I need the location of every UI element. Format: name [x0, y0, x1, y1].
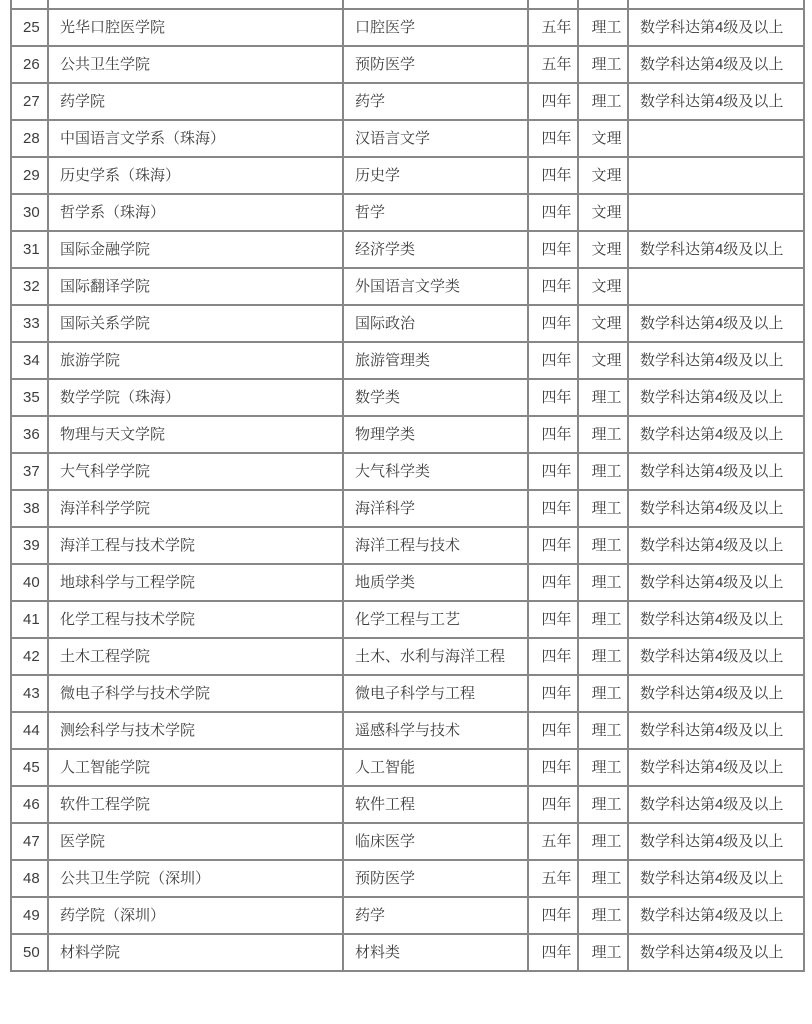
- cell-duration: 四年: [528, 638, 578, 675]
- table-row: [11, 83, 804, 120]
- cell-major-name: 地质学类: [343, 564, 528, 601]
- table-row: [11, 46, 804, 83]
- cell-major-name: 临床医学: [343, 823, 528, 860]
- cell-category: 理工: [578, 860, 628, 897]
- cell-category: 理工: [578, 9, 628, 46]
- cell-duration: 五年: [528, 9, 578, 46]
- cell-row-number: 36: [11, 416, 48, 453]
- cell-college-name: 微电子科学与技术学院: [48, 675, 343, 712]
- cell-duration: 五年: [528, 46, 578, 83]
- cutoff-cell: [343, 0, 528, 9]
- cell-category: 理工: [578, 379, 628, 416]
- cell-major-name: 遥感科学与技术: [343, 712, 528, 749]
- cell-row-number: 42: [11, 638, 48, 675]
- cell-row-number: 26: [11, 46, 48, 83]
- cell-requirement: 数学科达第4级及以上: [628, 9, 804, 46]
- cell-category: 理工: [578, 83, 628, 120]
- table-row: [11, 379, 804, 416]
- cell-college-name: 测绘科学与技术学院: [48, 712, 343, 749]
- cell-major-name: 化学工程与工艺: [343, 601, 528, 638]
- table-row: [11, 749, 804, 786]
- table-row: [11, 860, 804, 897]
- cell-requirement: 数学科达第4级及以上: [628, 46, 804, 83]
- cell-college-name: 大气科学学院: [48, 453, 343, 490]
- cell-requirement: 数学科达第4级及以上: [628, 490, 804, 527]
- cell-major-name: 人工智能: [343, 749, 528, 786]
- cell-row-number: 39: [11, 527, 48, 564]
- cell-row-number: 28: [11, 120, 48, 157]
- cell-duration: 四年: [528, 305, 578, 342]
- cell-duration: 四年: [528, 675, 578, 712]
- cell-row-number: 43: [11, 675, 48, 712]
- cell-requirement: 数学科达第4级及以上: [628, 83, 804, 120]
- cell-row-number: 34: [11, 342, 48, 379]
- cell-row-number: 35: [11, 379, 48, 416]
- cell-college-name: 化学工程与技术学院: [48, 601, 343, 638]
- cell-requirement: 数学科达第4级及以上: [628, 416, 804, 453]
- cell-duration: 四年: [528, 120, 578, 157]
- cell-major-name: 哲学: [343, 194, 528, 231]
- cell-college-name: 软件工程学院: [48, 786, 343, 823]
- cell-duration: 四年: [528, 379, 578, 416]
- table-row: [11, 157, 804, 194]
- cell-requirement: 数学科达第4级及以上: [628, 675, 804, 712]
- cell-duration: 四年: [528, 268, 578, 305]
- cell-major-name: 数学类: [343, 379, 528, 416]
- cell-category: 理工: [578, 934, 628, 971]
- cell-category: 理工: [578, 675, 628, 712]
- cell-requirement: 数学科达第4级及以上: [628, 601, 804, 638]
- cell-row-number: 32: [11, 268, 48, 305]
- cell-category: 文理: [578, 305, 628, 342]
- cell-major-name: 经济学类: [343, 231, 528, 268]
- cell-major-name: 预防医学: [343, 860, 528, 897]
- cell-row-number: 37: [11, 453, 48, 490]
- cell-college-name: 物理与天文学院: [48, 416, 343, 453]
- cell-college-name: 历史学系（珠海）: [48, 157, 343, 194]
- cell-row-number: 48: [11, 860, 48, 897]
- cell-major-name: 物理学类: [343, 416, 528, 453]
- cell-requirement: 数学科达第4级及以上: [628, 786, 804, 823]
- cell-duration: 四年: [528, 601, 578, 638]
- cell-duration: 五年: [528, 860, 578, 897]
- cutoff-cell: [578, 0, 628, 9]
- cell-duration: 四年: [528, 342, 578, 379]
- cell-category: 理工: [578, 416, 628, 453]
- table-row: [11, 823, 804, 860]
- cell-row-number: 33: [11, 305, 48, 342]
- cell-category: 文理: [578, 120, 628, 157]
- cell-requirement: [628, 268, 804, 305]
- cell-category: 理工: [578, 453, 628, 490]
- cell-row-number: 49: [11, 897, 48, 934]
- cell-duration: 四年: [528, 749, 578, 786]
- cell-college-name: 国际关系学院: [48, 305, 343, 342]
- cell-category: 理工: [578, 749, 628, 786]
- cell-row-number: 38: [11, 490, 48, 527]
- cell-requirement: 数学科达第4级及以上: [628, 860, 804, 897]
- cell-college-name: 药学院（深圳）: [48, 897, 343, 934]
- cell-category: 理工: [578, 712, 628, 749]
- cell-major-name: 旅游管理类: [343, 342, 528, 379]
- cell-college-name: 公共卫生学院: [48, 46, 343, 83]
- cell-major-name: 药学: [343, 897, 528, 934]
- cell-major-name: 汉语言文学: [343, 120, 528, 157]
- cell-requirement: 数学科达第4级及以上: [628, 897, 804, 934]
- cell-row-number: 25: [11, 9, 48, 46]
- cell-duration: 四年: [528, 490, 578, 527]
- table-row: [11, 416, 804, 453]
- cell-category: 理工: [578, 490, 628, 527]
- cell-requirement: [628, 157, 804, 194]
- cell-major-name: 土木、水利与海洋工程: [343, 638, 528, 675]
- cell-requirement: 数学科达第4级及以上: [628, 453, 804, 490]
- table-row: [11, 453, 804, 490]
- cell-row-number: 29: [11, 157, 48, 194]
- cell-college-name: 海洋工程与技术学院: [48, 527, 343, 564]
- cell-college-name: 国际翻译学院: [48, 268, 343, 305]
- cell-major-name: 外国语言文学类: [343, 268, 528, 305]
- cell-college-name: 数学学院（珠海）: [48, 379, 343, 416]
- cell-major-name: 国际政治: [343, 305, 528, 342]
- cell-duration: 四年: [528, 194, 578, 231]
- table-row: [11, 268, 804, 305]
- cell-row-number: 50: [11, 934, 48, 971]
- cell-category: 文理: [578, 231, 628, 268]
- cell-row-number: 44: [11, 712, 48, 749]
- cell-category: 理工: [578, 897, 628, 934]
- cell-category: 理工: [578, 786, 628, 823]
- cell-duration: 四年: [528, 231, 578, 268]
- cell-duration: 四年: [528, 897, 578, 934]
- cell-category: 文理: [578, 268, 628, 305]
- cell-college-name: 人工智能学院: [48, 749, 343, 786]
- cell-row-number: 45: [11, 749, 48, 786]
- cell-major-name: 海洋科学: [343, 490, 528, 527]
- cell-category: 理工: [578, 823, 628, 860]
- cell-college-name: 医学院: [48, 823, 343, 860]
- cell-duration: 四年: [528, 564, 578, 601]
- cell-category: 文理: [578, 157, 628, 194]
- cell-row-number: 47: [11, 823, 48, 860]
- cell-requirement: [628, 120, 804, 157]
- table-row: [11, 601, 804, 638]
- cell-college-name: 海洋科学学院: [48, 490, 343, 527]
- table-row: [11, 490, 804, 527]
- cell-category: 文理: [578, 194, 628, 231]
- table-row: [11, 527, 804, 564]
- cell-requirement: 数学科达第4级及以上: [628, 527, 804, 564]
- cell-college-name: 国际金融学院: [48, 231, 343, 268]
- cutoff-row-top: [11, 0, 804, 9]
- cell-requirement: 数学科达第4级及以上: [628, 934, 804, 971]
- cell-requirement: 数学科达第4级及以上: [628, 342, 804, 379]
- cell-major-name: 大气科学类: [343, 453, 528, 490]
- cell-requirement: 数学科达第4级及以上: [628, 379, 804, 416]
- cell-college-name: 土木工程学院: [48, 638, 343, 675]
- cell-college-name: 公共卫生学院（深圳）: [48, 860, 343, 897]
- cell-college-name: 地球科学与工程学院: [48, 564, 343, 601]
- table-row: [11, 786, 804, 823]
- table-row: [11, 120, 804, 157]
- cutoff-cell: [628, 0, 804, 9]
- table-row: [11, 675, 804, 712]
- cell-major-name: 历史学: [343, 157, 528, 194]
- cell-college-name: 旅游学院: [48, 342, 343, 379]
- table-row: [11, 934, 804, 971]
- table-row: [11, 564, 804, 601]
- admissions-table: [10, 0, 805, 972]
- cell-duration: 四年: [528, 786, 578, 823]
- table-row: [11, 712, 804, 749]
- cell-major-name: 药学: [343, 83, 528, 120]
- cell-major-name: 微电子科学与工程: [343, 675, 528, 712]
- cell-major-name: 软件工程: [343, 786, 528, 823]
- cell-requirement: 数学科达第4级及以上: [628, 749, 804, 786]
- cell-duration: 四年: [528, 416, 578, 453]
- cutoff-cell: [11, 0, 48, 9]
- table-row: [11, 194, 804, 231]
- table-row: [11, 342, 804, 379]
- cell-duration: 四年: [528, 157, 578, 194]
- table-row: [11, 9, 804, 46]
- cutoff-cell: [528, 0, 578, 9]
- table-body: [11, 0, 804, 971]
- table-row: [11, 897, 804, 934]
- cutoff-cell: [48, 0, 343, 9]
- cell-college-name: 哲学系（珠海）: [48, 194, 343, 231]
- table-row: [11, 231, 804, 268]
- table-row: [11, 638, 804, 675]
- cell-college-name: 中国语言文学系（珠海）: [48, 120, 343, 157]
- cell-category: 文理: [578, 342, 628, 379]
- cell-row-number: 41: [11, 601, 48, 638]
- cell-row-number: 46: [11, 786, 48, 823]
- cell-major-name: 预防医学: [343, 46, 528, 83]
- cell-requirement: 数学科达第4级及以上: [628, 712, 804, 749]
- cell-duration: 四年: [528, 83, 578, 120]
- cell-duration: 四年: [528, 712, 578, 749]
- cell-requirement: 数学科达第4级及以上: [628, 823, 804, 860]
- cell-requirement: 数学科达第4级及以上: [628, 231, 804, 268]
- table-row: [11, 305, 804, 342]
- cell-requirement: 数学科达第4级及以上: [628, 305, 804, 342]
- cell-category: 理工: [578, 527, 628, 564]
- cell-duration: 四年: [528, 934, 578, 971]
- cell-duration: 五年: [528, 823, 578, 860]
- cell-category: 理工: [578, 638, 628, 675]
- cell-college-name: 光华口腔医学院: [48, 9, 343, 46]
- cell-row-number: 31: [11, 231, 48, 268]
- cell-category: 理工: [578, 601, 628, 638]
- cell-college-name: 药学院: [48, 83, 343, 120]
- cell-row-number: 27: [11, 83, 48, 120]
- cell-major-name: 口腔医学: [343, 9, 528, 46]
- cell-row-number: 40: [11, 564, 48, 601]
- cell-requirement: 数学科达第4级及以上: [628, 638, 804, 675]
- cell-major-name: 海洋工程与技术: [343, 527, 528, 564]
- cell-requirement: [628, 194, 804, 231]
- cell-requirement: 数学科达第4级及以上: [628, 564, 804, 601]
- cell-major-name: 材料类: [343, 934, 528, 971]
- cell-college-name: 材料学院: [48, 934, 343, 971]
- cell-duration: 四年: [528, 453, 578, 490]
- cell-category: 理工: [578, 46, 628, 83]
- cell-duration: 四年: [528, 527, 578, 564]
- cell-row-number: 30: [11, 194, 48, 231]
- cell-category: 理工: [578, 564, 628, 601]
